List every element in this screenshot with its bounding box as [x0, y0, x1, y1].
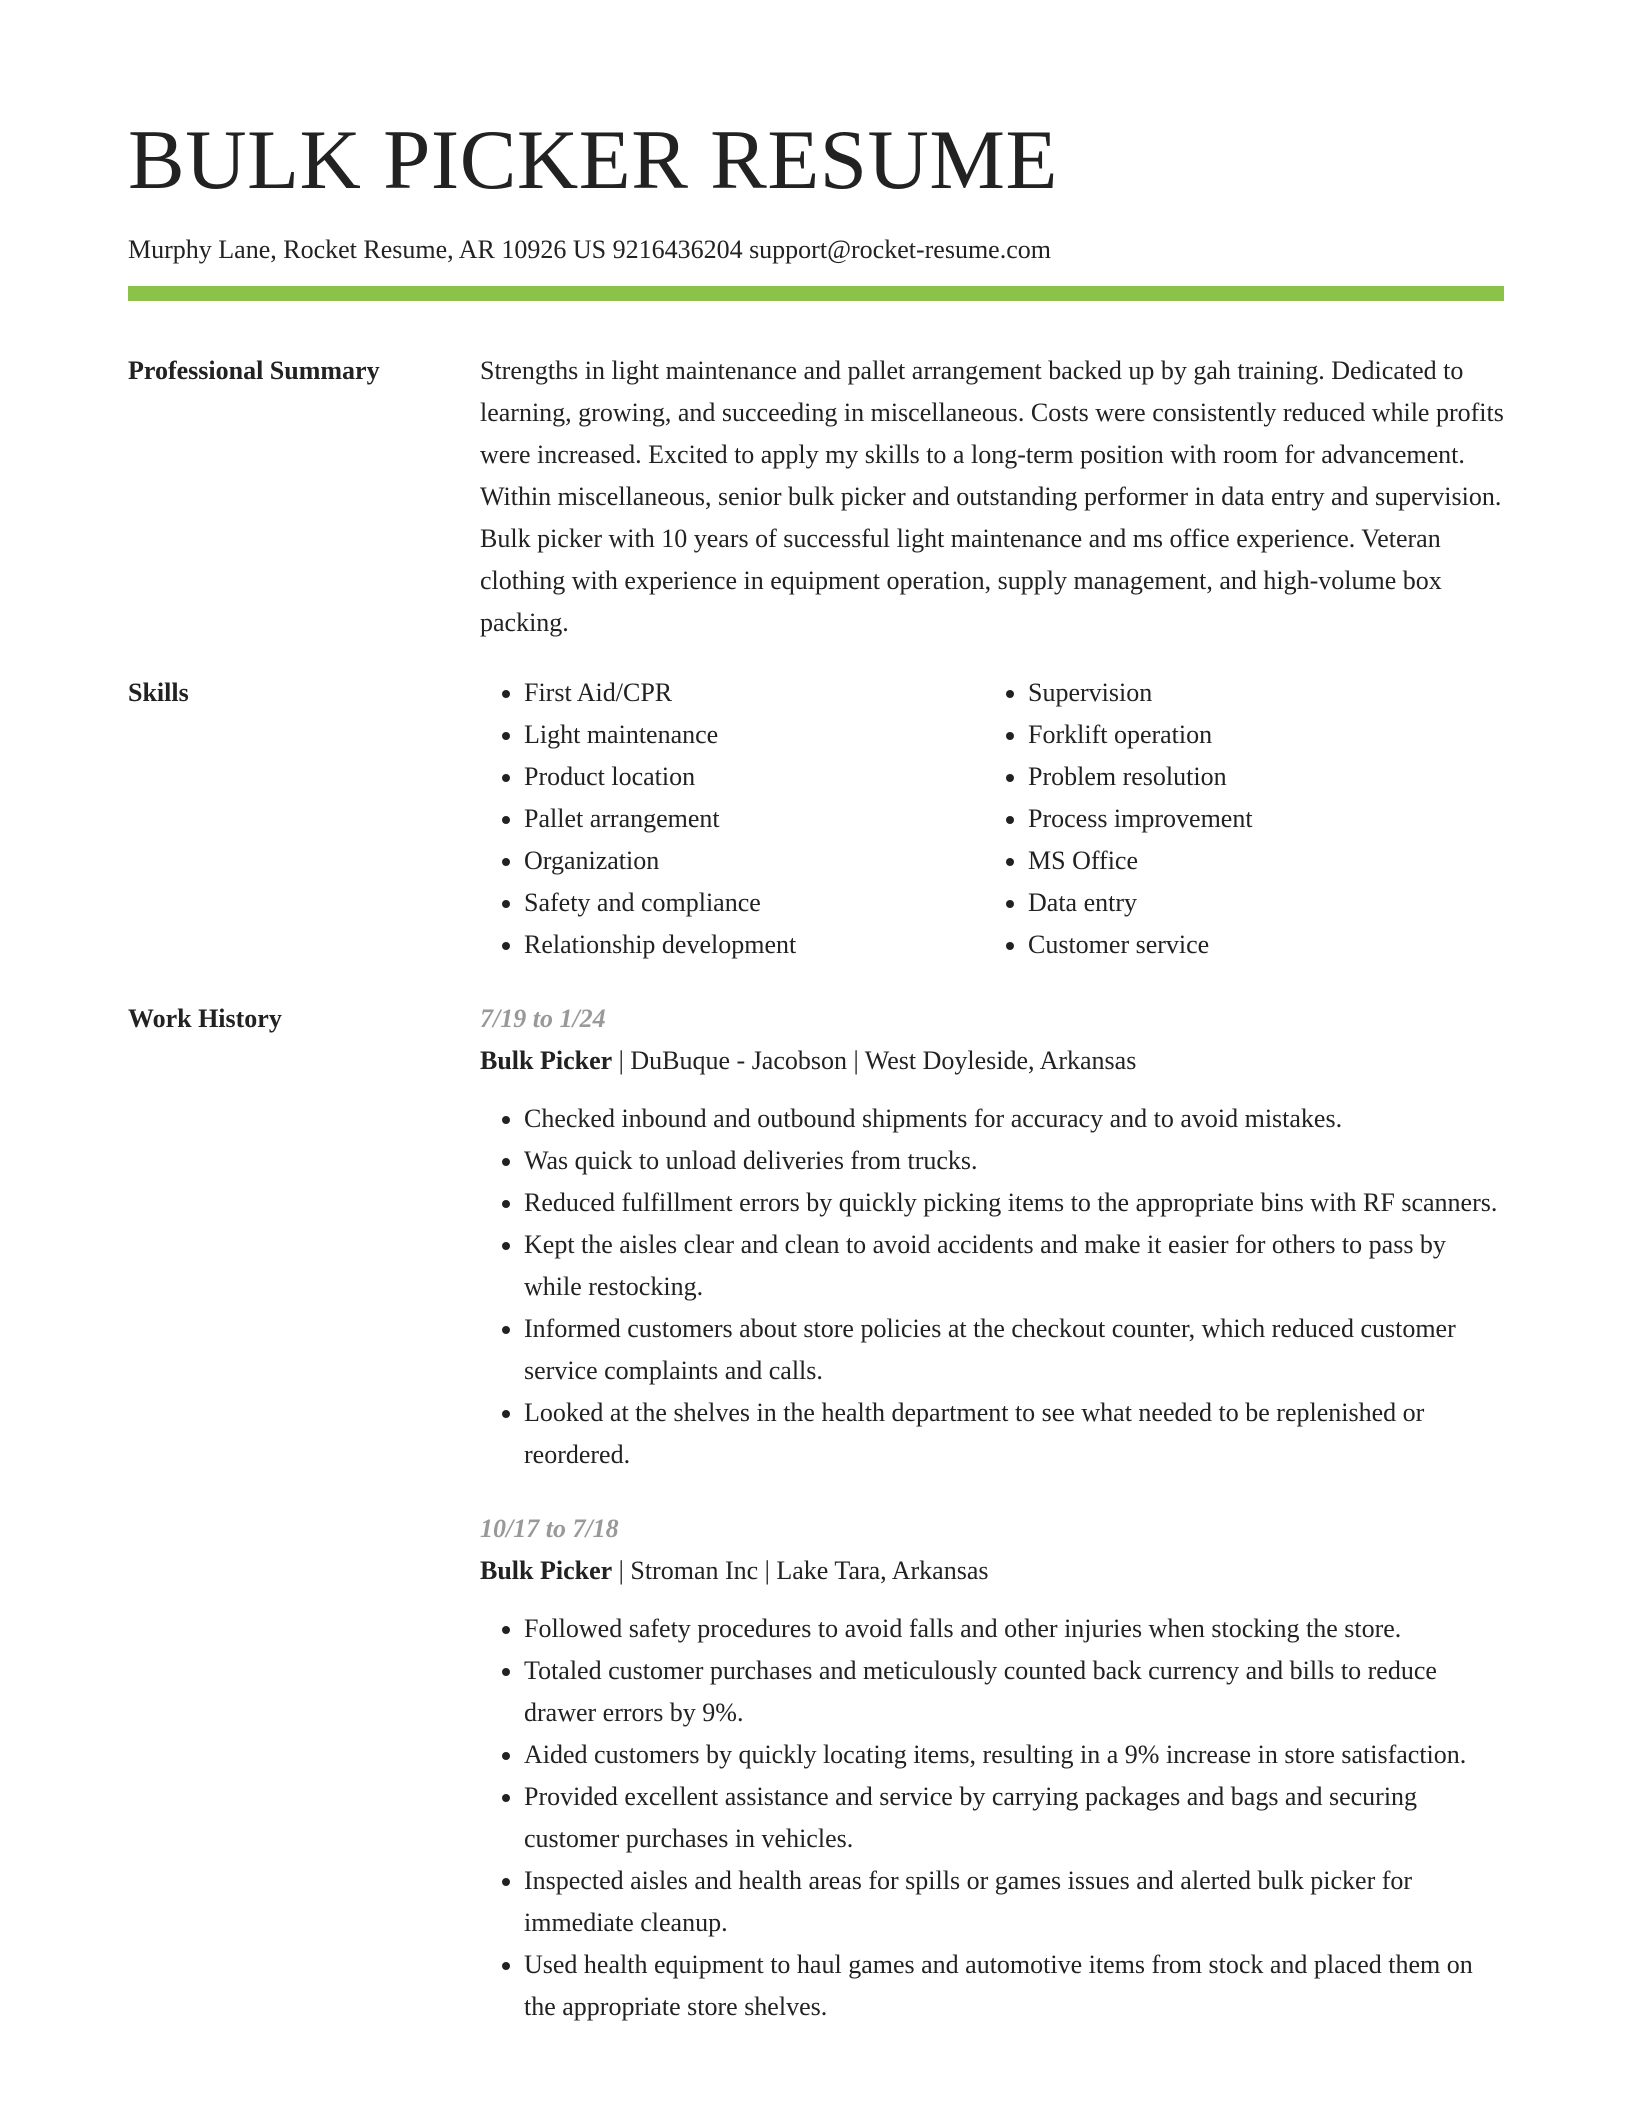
skill-item: • MS Office: [1028, 840, 1488, 882]
job-bullet: • Aided customers by quickly locating items, resulting in a 9% increase in store satisfaction.: [524, 1734, 1504, 1776]
skill-item: • First Aid/CPR: [524, 672, 984, 714]
skills-list-left: [480, 672, 984, 966]
skill-item: • Data entry: [1028, 882, 1488, 924]
job-bullet: • Informed customers about store policies at the checkout counter, which reduced customer service complaints and calls.: [524, 1308, 1504, 1392]
job-entry: [480, 1508, 1504, 2028]
job-title: Bulk Picker: [480, 1046, 613, 1075]
skill-item: • Forklift operation: [1028, 714, 1488, 756]
skills-body: [480, 672, 1504, 966]
skills-list-right: [984, 672, 1488, 966]
skill-item: • Customer service: [1028, 924, 1488, 966]
job-bullet-list: [480, 1608, 1504, 2028]
job-bullet: • Inspected aisles and health areas for spills or games issues and alerted bulk picker for immediate cleanup.: [524, 1860, 1504, 1944]
job-bullet: • Kept the aisles clear and clean to avoid accidents and make it easier for others to pass by while restocking.: [524, 1224, 1504, 1308]
skill-item: • Problem resolution: [1028, 756, 1488, 798]
job-company-location: | Stroman Inc | Lake Tara, Arkansas: [612, 1556, 989, 1585]
work-history-label: Work History: [128, 1004, 282, 1033]
summary-body: [480, 350, 1504, 644]
job-heading: [480, 1040, 1504, 1082]
job-entry: [480, 998, 1504, 1476]
job-bullet: • Reduced fulfillment errors by quickly picking items to the appropriate bins with RF scanners.: [524, 1182, 1504, 1224]
job-title: Bulk Picker: [480, 1556, 613, 1585]
job-bullet: • Was quick to unload deliveries from trucks.: [524, 1140, 1504, 1182]
job-bullet: • Checked inbound and outbound shipments for accuracy and to avoid mistakes.: [524, 1098, 1504, 1140]
skill-item: • Pallet arrangement: [524, 798, 984, 840]
job-bullet: • Totaled customer purchases and meticulously counted back currency and bills to reduce drawer errors by 9%.: [524, 1650, 1504, 1734]
job-bullet-list: [480, 1098, 1504, 1476]
skills-grid: [480, 672, 1504, 966]
contact-line: Murphy Lane, Rocket Resume, AR 10926 US 9216436204 support@rocket-resume.com: [128, 235, 1051, 264]
skill-item: • Light maintenance: [524, 714, 984, 756]
job-bullet: • Used health equipment to haul games and automotive items from stock and placed them on the appropriate store shelves.: [524, 1944, 1504, 2028]
skill-item: • Product location: [524, 756, 984, 798]
skill-item: • Supervision: [1028, 672, 1488, 714]
job-dates: 7/19 to 1/24: [480, 1004, 606, 1033]
job-bullet: • Looked at the shelves in the health department to see what needed to be replenished or reordered.: [524, 1392, 1504, 1476]
job-company-location: | DuBuque - Jacobson | West Doyleside, Arkansas: [612, 1046, 1137, 1075]
skills-label: Skills: [128, 678, 189, 707]
resume-title: BULK PICKER RESUME: [128, 113, 1058, 207]
work-history-body: [480, 998, 1504, 2028]
job-dates: 10/17 to 7/18: [480, 1514, 619, 1543]
skill-item: • Process improvement: [1028, 798, 1488, 840]
job-bullet: • Provided excellent assistance and service by carrying packages and bags and securing customer purchases in vehicles.: [524, 1776, 1504, 1860]
skill-item: • Safety and compliance: [524, 882, 984, 924]
header-divider: [128, 286, 1504, 301]
summary-label: Professional Summary: [128, 356, 380, 385]
skill-item: • Organization: [524, 840, 984, 882]
job-heading: [480, 1550, 1504, 1592]
summary-text: Strengths in light maintenance and pallet arrangement backed up by gah training. Dedicated to learning, growing, and succeeding in miscellaneous. Costs were consistently reduced while profits were increased. Excited to apply my skills to a long-term position with room for advancement. Within miscellaneous, senior bulk picker and outstanding performer in data entry and supervision. Bulk picker with 10 years of successful light maintenance and ms office experience. Veteran clothing with experience in equipment operation, supply management, and high-volume box packing.: [480, 356, 1504, 637]
skill-item: • Relationship development: [524, 924, 984, 966]
job-bullet: • Followed safety procedures to avoid falls and other injuries when stocking the store.: [524, 1608, 1504, 1650]
